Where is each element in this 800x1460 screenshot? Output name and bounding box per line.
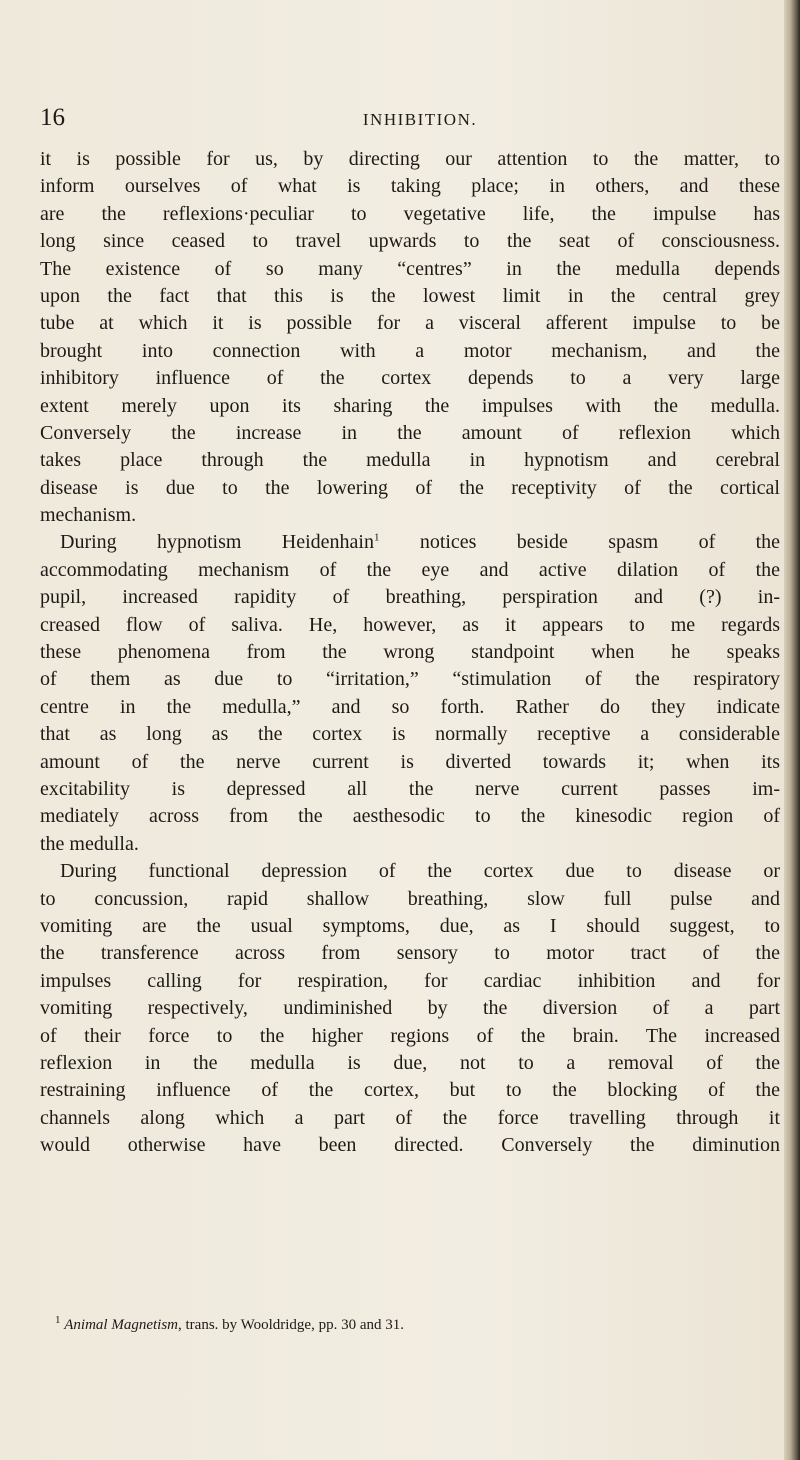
text-line: would otherwise have been directed. Conversely the diminution <box>40 1134 780 1157</box>
text-line: disease is due to the lowering of the receptivity of the cortical <box>40 476 780 499</box>
text-line: long since ceased to travel upwards to the seat of consciousness. <box>40 230 780 253</box>
text-line: are the reflexions·peculiar to vegetative life, the impulse has <box>40 202 780 225</box>
text-line: channels along which a part of the force travelling through it <box>40 1106 780 1129</box>
text-line: vomiting respectively, undiminished by the diversion of a part <box>40 997 780 1020</box>
text-line: takes place through the medulla in hypnotism and cerebral <box>40 449 780 472</box>
text-line: centre in the medulla,” and so forth. Rather do they indicate <box>40 695 780 718</box>
text-line: of them as due to “irritation,” “stimulation of the respiratory <box>40 668 780 691</box>
page-edge-shadow <box>784 0 800 1460</box>
text-line: upon the fact that this is the lowest limit in the central grey <box>40 284 780 307</box>
text-line: Conversely the increase in the amount of reflexion which <box>40 421 780 444</box>
text-line: The existence of so many “centres” in the medulla depends <box>40 257 780 280</box>
footnote <box>55 1315 755 1335</box>
text-fragment: notices beside spasm of the <box>379 531 780 554</box>
text-fragment: During hypnotism Heidenhain <box>60 531 374 554</box>
body-text <box>40 146 780 1159</box>
page-number: 16 <box>40 104 65 131</box>
text-line: pupil, increased rapidity of breathing, perspiration and (?) in- <box>40 586 780 609</box>
text-line: During functional depression of the cortex due to disease or <box>60 860 780 883</box>
page-header <box>40 104 770 134</box>
text-line: inform ourselves of what is taking place; in others, and these <box>40 175 780 198</box>
text-line: tube at which it is possible for a visceral afferent impulse to be <box>40 312 780 335</box>
footnote-title: Animal Magnetism <box>64 1317 178 1333</box>
text-line: brought into connection with a motor mechanism, and the <box>40 339 780 362</box>
text-line: excitability is depressed all the nerve current passes im- <box>40 777 780 800</box>
text-line: creased flow of saliva. He, however, as it appears to me regards <box>40 613 780 636</box>
text-line: the transference across from sensory to motor tract of the <box>40 942 780 965</box>
text-line: of their force to the higher regions of the brain. The increased <box>40 1024 780 1047</box>
text-line: it is possible for us, by directing our attention to the matter, to <box>40 148 780 170</box>
running-head: INHIBITION. <box>362 110 478 129</box>
footnote-ref: 1 <box>373 531 380 544</box>
text-line: impulses calling for respiration, for cardiac inhibition and for <box>40 969 780 992</box>
text-line: these phenomena from the wrong standpoint when he speaks <box>40 641 780 664</box>
text-line <box>40 529 780 556</box>
text-line: to concussion, rapid shallow breathing, slow full pulse and <box>40 887 780 910</box>
text-line: restraining influence of the cortex, but to the blocking of the <box>40 1079 780 1102</box>
footnote-marker: 1 <box>55 1314 61 1326</box>
text-line: mechanism. <box>40 504 137 527</box>
text-line: that as long as the cortex is normally receptive a considerable <box>40 723 780 746</box>
text-line: amount of the nerve current is diverted towards it; when its <box>40 750 780 773</box>
text-line: vomiting are the usual symptoms, due, as I should suggest, to <box>40 914 780 937</box>
footnote-text: , trans. by Wooldridge, pp. 30 and 31. <box>178 1317 404 1333</box>
text-line: extent merely upon its sharing the impulses with the medulla. <box>40 394 780 417</box>
text-line: inhibitory influence of the cortex depends to a very large <box>40 367 780 390</box>
text-line: the medulla. <box>40 832 139 855</box>
text-line: reflexion in the medulla is due, not to a removal of the <box>40 1051 780 1074</box>
text-line: mediately across from the aesthesodic to the kinesodic region of <box>40 805 780 828</box>
text-line: accommodating mechanism of the eye and active dilation of the <box>40 558 780 581</box>
